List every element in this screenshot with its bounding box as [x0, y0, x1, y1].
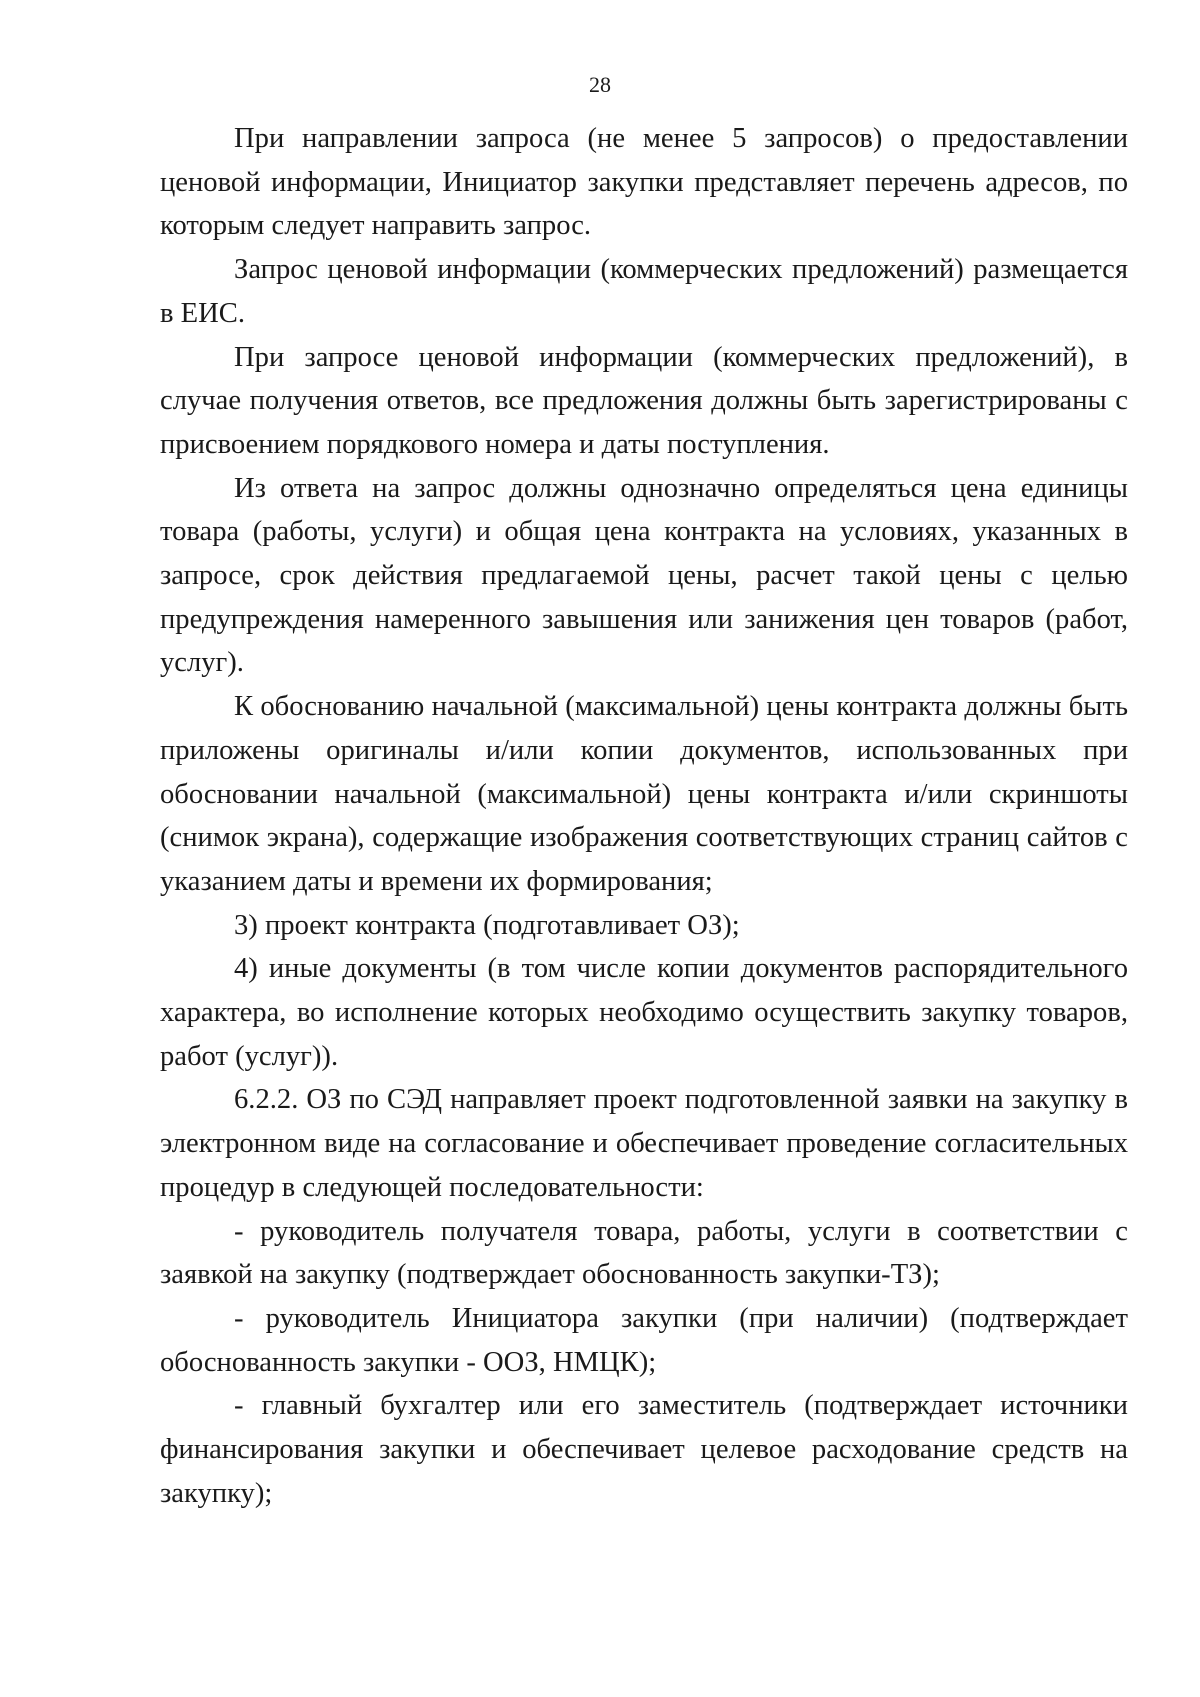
list-item-recipient-head: - руководитель получателя товара, работы, услуги в соответствии с заявкой на закупку (подтверждает обоснованность закупки-ТЗ);: [160, 1215, 1128, 1291]
list-item-initiator-head: - руководитель Инициатора закупки (при наличии) (подтверждает обоснованность закупки - ООЗ, НМЦК);: [160, 1302, 1128, 1378]
paragraph-registration-of-offers: При запросе ценовой информации (коммерческих предложений), в случае получения ответов, все предложения должны быть зарегистрированы с присвоением порядкового номера и даты поступления.: [160, 341, 1128, 460]
paragraph-section-6-2-2: 6.2.2. ОЗ по СЭД направляет проект подготовленной заявки на закупку в электронном виде на согласование и обеспечивает проведение согласительных процедур в следующей последовательности:: [160, 1084, 1128, 1203]
paragraph-item-4-other-documents: 4) иные документы (в том числе копии документов распорядительного характера, во исполнение которых необходимо осуществить закупку товаров, работ (услуг)).: [160, 953, 1128, 1072]
document-body: [160, 117, 1128, 1516]
paragraph-price-request-addresses: При направлении запроса (не менее 5 запросов) о предоставлении ценовой информации, Инициатор закупки представляет перечень адресов, по которым следует направить запрос.: [160, 123, 1128, 242]
paragraph-eis-placement: Запрос ценовой информации (коммерческих предложений) размещается в ЕИС.: [160, 254, 1128, 329]
paragraph-item-3-contract-draft: 3) проект контракта (подготавливает ОЗ);: [234, 909, 740, 941]
paragraph-response-requirements: Из ответа на запрос должны однозначно определяться цена единицы товара (работы, услуги) и общая цена контракта на условиях, указанных в запросе, срок действия предлагаемой цены, расчет такой цены с целью предупреждения намеренного завышения или занижения цен товаров (работ, услуг).: [160, 472, 1128, 679]
list-item-chief-accountant: - главный бухгалтер или его заместитель (подтверждает источники финансирования закупки и обеспечивает целевое расходование средств на закупку);: [160, 1390, 1128, 1509]
paragraph-price-justification-documents: К обоснованию начальной (максимальной) цены контракта должны быть приложены оригиналы и/или копии документов, использованных при обосновании начальной (максимальной) цены контракта и/или скриншоты (снимок экрана), содержащие изображения соответствующих страниц сайтов с указанием даты и времени их формирования;: [160, 691, 1128, 897]
page-number: 28: [589, 72, 611, 97]
